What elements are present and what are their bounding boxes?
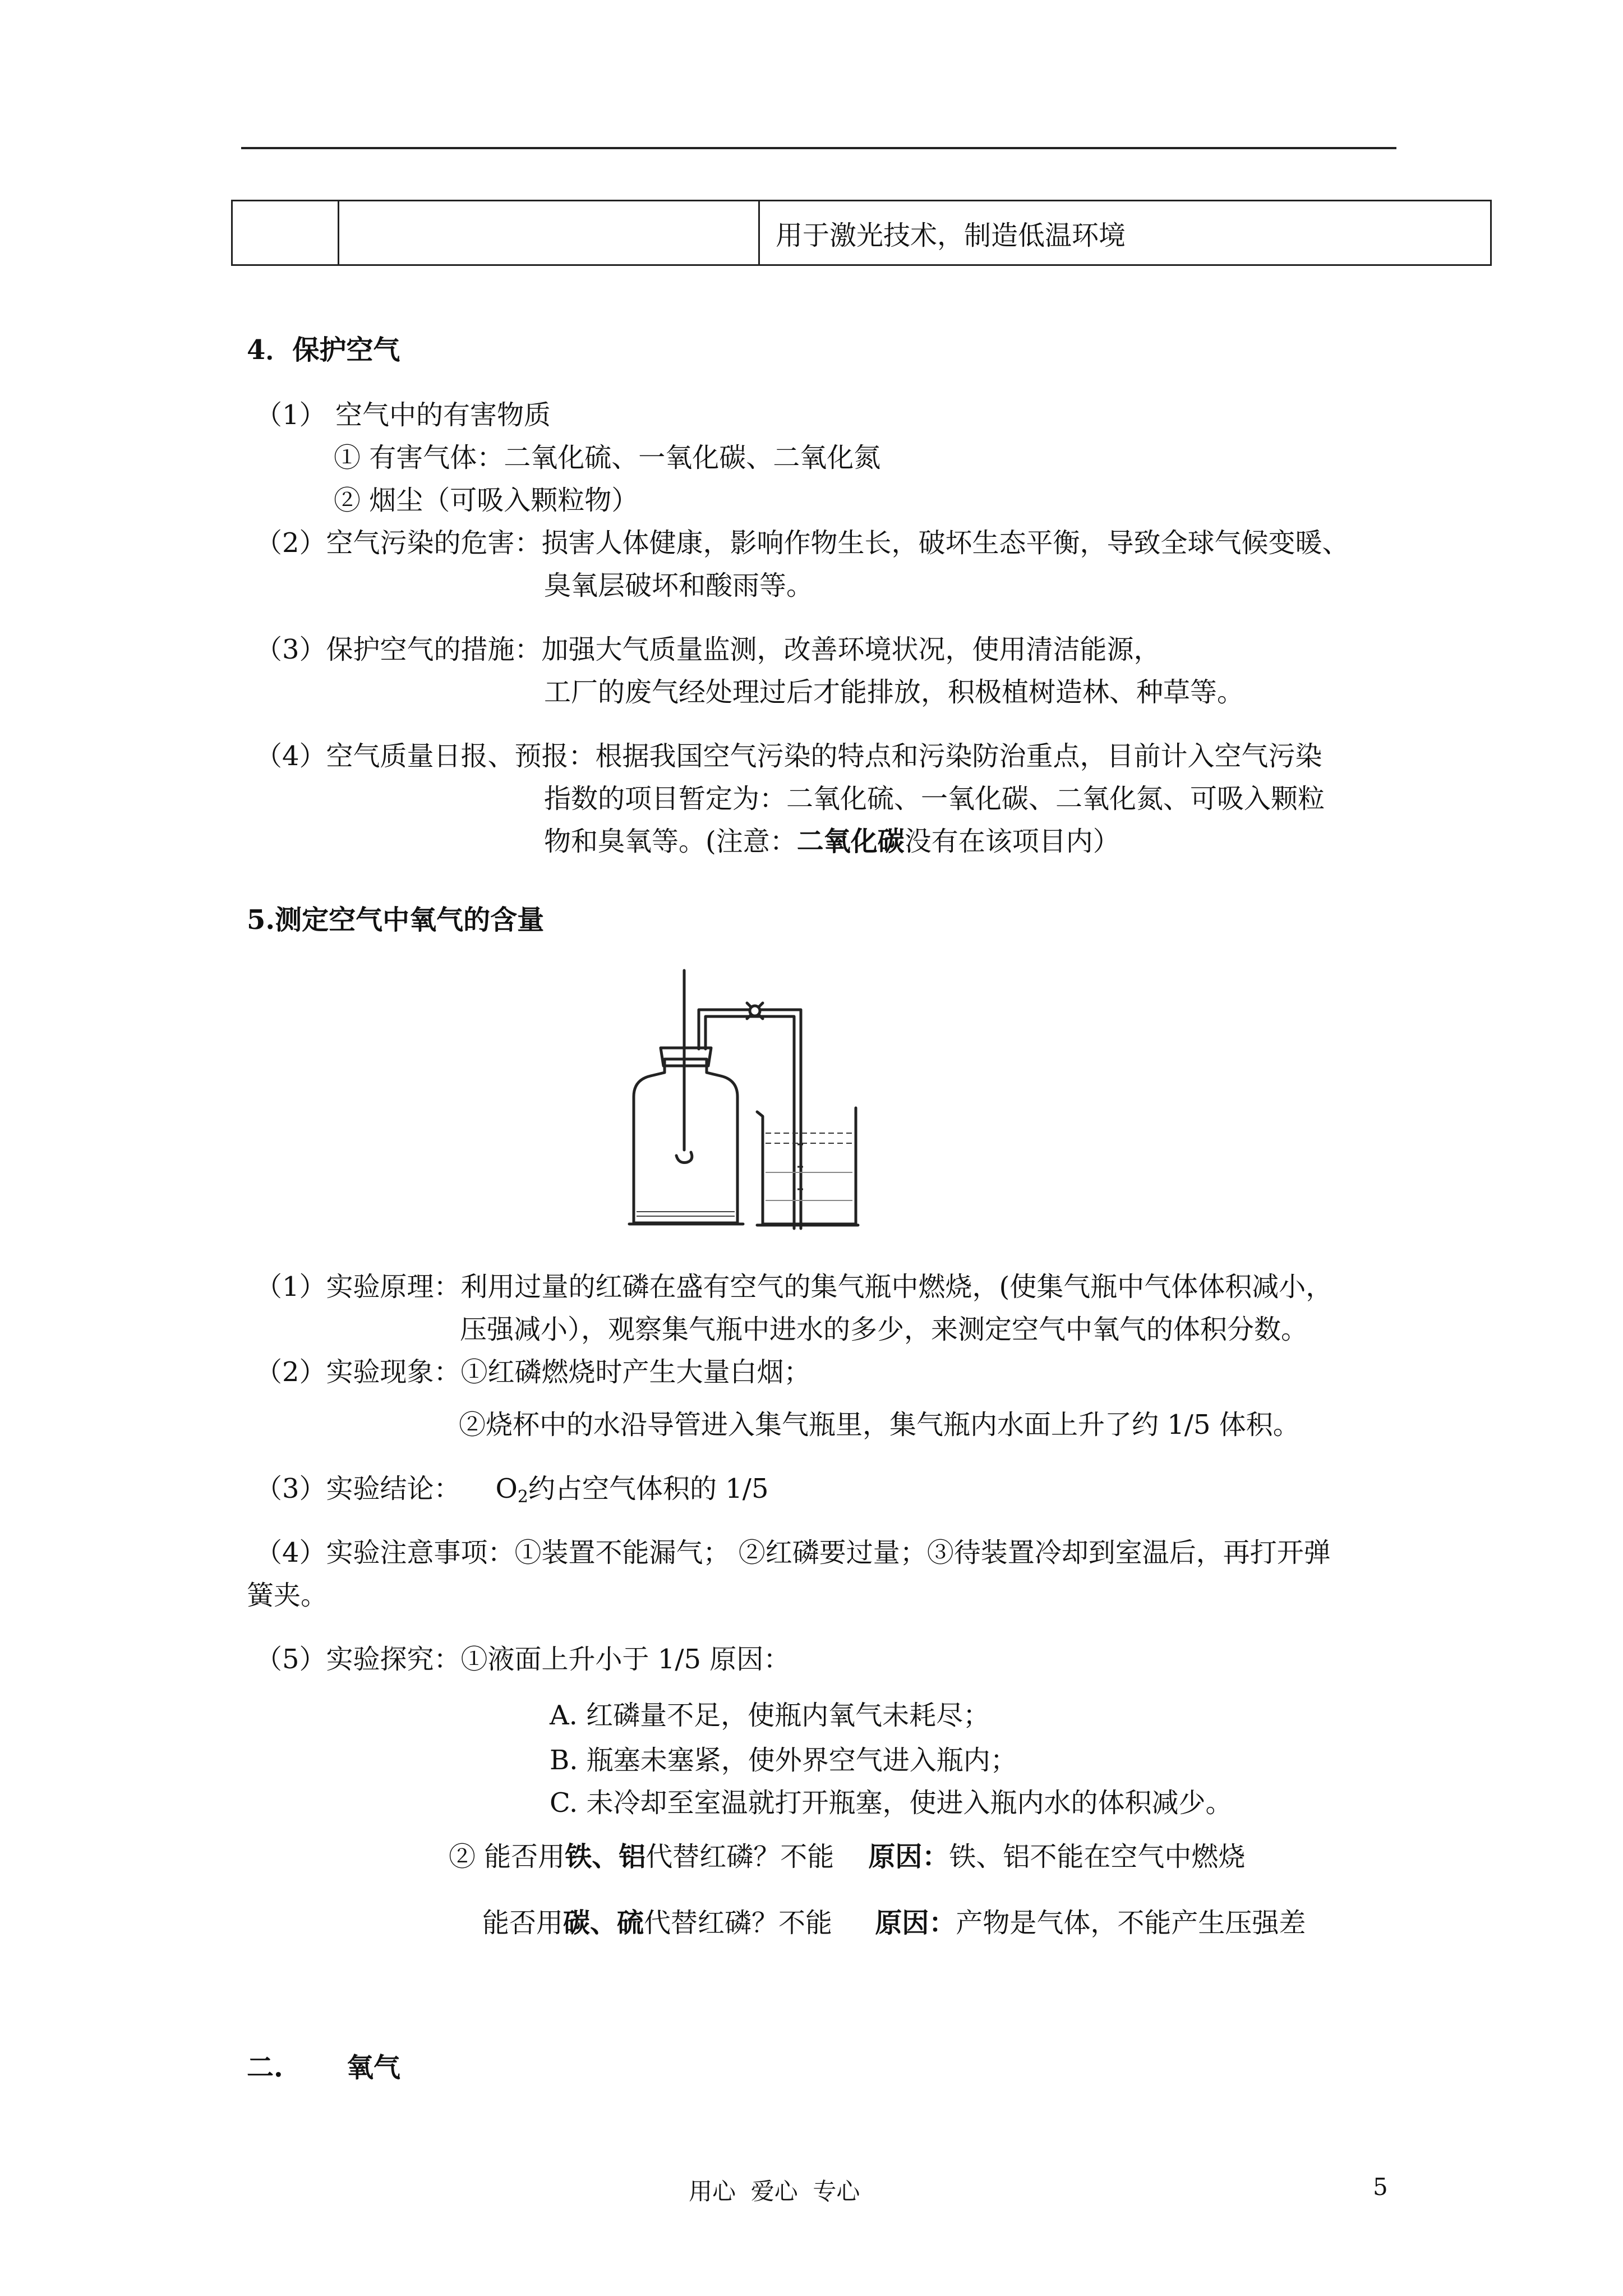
s5-q2-line xyxy=(482,1907,1306,1940)
table-cell-3: 用于激光技术，制造低温环境 xyxy=(759,201,1491,265)
s5-e4-line2: 簧夹。 xyxy=(247,1580,328,1611)
s5-q2-c: 代替红磷？不能 xyxy=(644,1907,875,1939)
s5-q1-reason-label: 原因： xyxy=(868,1841,949,1872)
s5-e3-line xyxy=(255,1473,769,1507)
s5-q1-line xyxy=(449,1841,1245,1874)
s5-q1-bold: 铁、铝 xyxy=(565,1841,646,1872)
s5-e5-b: B. 瓶塞未塞紧，使外界空气进入瓶内； xyxy=(550,1745,1017,1776)
s4-p3-line1: （3）保护空气的措施：加强大气质量监测，改善环境状况，使用清洁能源， xyxy=(255,634,1161,665)
table-cell-2 xyxy=(339,201,759,265)
s4-p1-item2: ② 烟尘（可吸入颗粒物） xyxy=(334,485,639,516)
s4-p4-line3 xyxy=(544,826,1120,858)
oxygen-apparatus-diagram xyxy=(594,965,897,1240)
s5-e3-o: O xyxy=(495,1473,518,1504)
carry-over-table xyxy=(231,200,1492,266)
s5-e3-label: （3）实验结论： xyxy=(255,1473,461,1504)
s4-p4-line2: 指数的项目暂定为：二氧化硫、一氧化碳、二氧化氮、可吸入颗粒 xyxy=(544,783,1325,815)
s5-q2-reason-label: 原因： xyxy=(875,1907,956,1939)
s4-p2-line2: 臭氧层破坏和酸雨等。 xyxy=(544,570,814,601)
s4-p1-text: 空气中的有害物质 xyxy=(335,399,551,431)
header-rule xyxy=(241,147,1396,149)
s5-e4-line1: （4）实验注意事项：①装置不能漏气； ②红磷要过量；③待装置冷却到室温后，再打开弹 xyxy=(255,1537,1331,1568)
s5-e5-c: C. 未冷却至室温就打开瓶塞，使进入瓶内水的体积减少。 xyxy=(550,1787,1233,1819)
s5-e5-a: A. 红磷量不足，使瓶内氧气未耗尽； xyxy=(550,1700,990,1731)
s5-q2-reason: 产物是气体，不能产生压强差 xyxy=(956,1907,1306,1939)
s4-p4-line3-bold: 二氧化碳 xyxy=(796,826,905,857)
s5-e1-line2: 压强减小），观察集气瓶中进水的多少，来测定空气中氧气的体积分数。 xyxy=(460,1314,1308,1345)
s5-e5-line1: （5）实验探究：①液面上升小于 1/5 原因： xyxy=(255,1644,791,1675)
page-number: 5 xyxy=(1373,2173,1388,2201)
s4-p4-line3-a: 物和臭氧等。(注意： xyxy=(544,826,797,857)
s5-q1-reason: 铁、铝不能在空气中燃烧 xyxy=(949,1841,1246,1872)
section-oxygen-title: 氧气 xyxy=(347,2052,401,2083)
s4-p1-label: （1） xyxy=(255,399,326,431)
s4-p4-line1: （4）空气质量日报、预报：根据我国空气污染的特点和污染防治重点，目前计入空气污染 xyxy=(255,740,1322,772)
s5-q2-a: 能否用 xyxy=(482,1907,564,1939)
s5-q1-c: 代替红磷？不能 xyxy=(645,1841,869,1872)
table-cell-1 xyxy=(232,201,339,265)
s5-e3-rest: 约占空气体积的 1/5 xyxy=(528,1473,769,1504)
section-oxygen-number: 二. xyxy=(247,2052,283,2083)
s4-p4-line3-c: 没有在该项目内） xyxy=(904,826,1120,857)
s5-e2-line2: ②烧杯中的水沿导管进入集气瓶里，集气瓶内水面上升了约 1/5 体积。 xyxy=(459,1409,1300,1441)
s5-e2-line1: （2）实验现象：①红磷燃烧时产生大量白烟； xyxy=(255,1356,811,1388)
s4-p3-line2: 工厂的废气经处理过后才能排放，积极植树造林、种草等。 xyxy=(544,677,1244,708)
table-row xyxy=(232,201,1491,265)
section-5-heading: 5.测定空气中氧气的含量 xyxy=(247,904,545,936)
s4-p2-line1: （2）空气污染的危害：损害人体健康，影响作物生长，破坏生态平衡，导致全球气候变暖、 xyxy=(255,527,1349,559)
s4-p1-item1: ① 有害气体：二氧化硫、一氧化碳、二氧化氮 xyxy=(334,442,881,473)
section-4-heading: 4．保护空气 xyxy=(247,334,400,366)
s5-e3-subscript: 2 xyxy=(517,1487,528,1507)
s5-q1-a: ② 能否用 xyxy=(449,1841,565,1872)
footer-motto: 用心 爱心 专心 xyxy=(689,2178,860,2205)
s5-q2-bold: 碳、硫 xyxy=(563,1907,644,1939)
s5-e1-line1: （1）实验原理：利用过量的红磷在盛有空气的集气瓶中燃烧，(使集气瓶中气体体积减小， xyxy=(255,1271,1333,1303)
